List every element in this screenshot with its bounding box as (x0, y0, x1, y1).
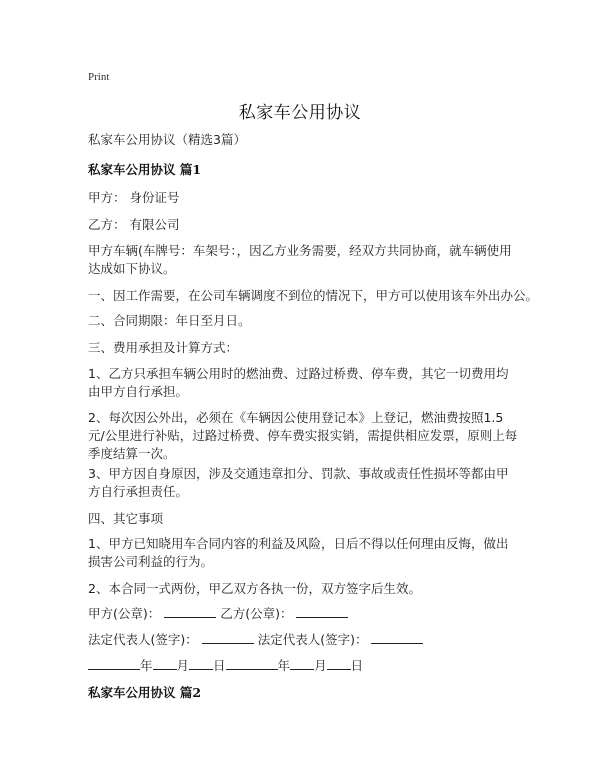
day-a-label: 日 (213, 658, 226, 673)
party-b-line: 乙方： 有限公司 (88, 217, 180, 232)
year-a-blank[interactable] (88, 657, 140, 670)
clause-3-item-2: 2、每次因公外出，必须在《车辆因公使用登记本》上登记，燃油费按照1.5元/公里进行补贴，过路过桥费、停车费实报实销，需提供相应发票，原则上每季度结算一次。 (88, 410, 518, 461)
party-a-seal-label: 甲方(公章)： (88, 606, 161, 621)
month-a-label: 月 (176, 658, 190, 673)
month-b-blank[interactable] (290, 657, 314, 670)
date-line (88, 657, 363, 675)
party-a-seal-blank[interactable] (164, 605, 216, 618)
month-b-label: 月 (314, 658, 327, 673)
year-b-blank[interactable] (226, 657, 278, 670)
day-a-blank[interactable] (189, 657, 213, 670)
clause-4: 四、其它事项 (88, 511, 164, 526)
seal-line (88, 605, 348, 623)
clause-3: 三、费用承担及计算方式： (88, 340, 239, 355)
clause-3-item-3: 3、甲方因自身原因，涉及交通违章扣分、罚款、事故或责任性损坏等都由甲方自行承担责任。 (88, 466, 509, 499)
print-label[interactable]: Print (88, 71, 110, 83)
month-a-blank[interactable] (153, 657, 177, 670)
legal-rep-a-blank[interactable] (202, 631, 254, 644)
day-b-label: 日 (350, 658, 364, 673)
day-b-blank[interactable] (327, 657, 351, 670)
party-a-line: 甲方： 身份证号 (88, 190, 180, 205)
clause-4-item-2: 2、本合同一式两份，甲乙双方各执一份，双方签字后生效。 (88, 581, 421, 596)
section-heading-2: 私家车公用协议 篇2 (88, 685, 202, 700)
clause-3-item-1: 1、乙方只承担车辆公用时的燃油费、过路过桥费、停车费，其它一切费用均由甲方自行承担。 (88, 366, 509, 399)
intro-paragraph: 甲方车辆(车牌号：车架号：，因乙方业务需要，经双方共同协商，就车辆使用达成如下协议。 (88, 243, 512, 276)
year-a-label: 年 (140, 658, 153, 673)
party-b-seal-blank[interactable] (296, 605, 348, 618)
legal-rep-b-label: 法定代表人(签字)： (257, 632, 368, 647)
document-title: 私家车公用协议 (238, 103, 362, 123)
legal-rep-a-label: 法定代表人(签字)： (88, 632, 198, 647)
document-subtitle: 私家车公用协议（精选3篇） (88, 132, 246, 147)
year-b-label: 年 (277, 658, 291, 673)
legal-rep-line (88, 631, 423, 649)
clause-4-item-1: 1、甲方已知晓用车合同内容的利益及风险，日后不得以任何理由反悔，做出损害公司利益的行为。 (88, 536, 509, 569)
legal-rep-b-blank[interactable] (371, 631, 423, 644)
clause-2: 二、合同期限：年日至月日。 (88, 313, 251, 328)
clause-1: 一、因工作需要，在公司车辆调度不到位的情况下，甲方可以使用该车外出办公。 (88, 288, 539, 303)
party-b-seal-label: 乙方(公章)： (220, 606, 293, 621)
section-heading-1: 私家车公用协议 篇1 (88, 162, 202, 177)
